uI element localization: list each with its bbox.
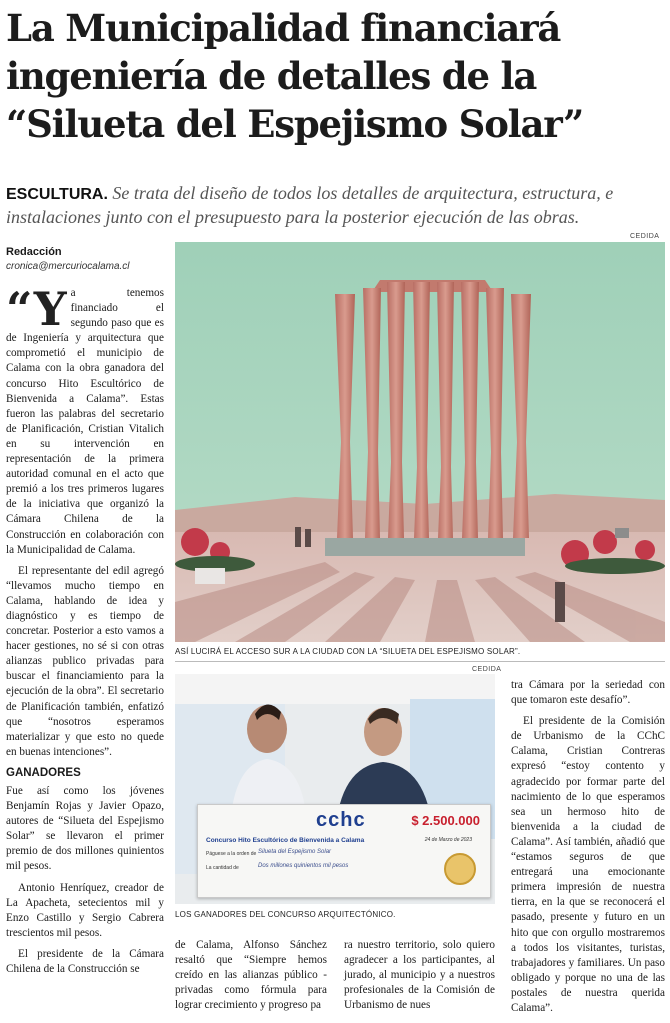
photo1-credit: CEDIDA [630, 233, 660, 240]
paragraph-3: Fue así como los jóvenes Benjamín Rojas y Javier Opazo, autores de “Silueta del Espejismo Solar” se llevaron el primer premio de dos millones quinientos mil pesos. [6, 785, 164, 873]
paragraph-4: Antonio Henríquez, creador de La Apacheta, setecientos mil y Enzo Castillo y Sergio Cabrera trescientos mil pesos. [6, 881, 164, 939]
sculpture-illustration [175, 242, 665, 642]
check-title: Concurso Hito Escultórico de Bienvenida a Calama [206, 837, 365, 844]
check-seal [444, 853, 476, 885]
winners-photo [175, 674, 495, 904]
photo2-caption: LOS GANADORES DEL CONCURSO ARQUITECTÓNICO. [175, 910, 396, 919]
sculpture-photo [175, 242, 665, 642]
check-words: Dos millones quinientos mil pesos [258, 863, 349, 869]
byline [6, 246, 166, 272]
check-date: 24 de Marzo de 2023 [424, 837, 472, 843]
check-words-label: La cantidad de [206, 865, 239, 871]
check-payee-label: Páguese a la orden de [206, 851, 257, 857]
column-4 [511, 678, 665, 1022]
byline-email: cronica@mercuriocalama.cl [6, 261, 130, 272]
dropcap: “Y [6, 282, 67, 336]
check-logo: cchc [316, 809, 366, 831]
prize-check [197, 804, 491, 898]
photo2-credit: CEDIDA [472, 666, 502, 673]
paragraph-7: ra nuestro territorio, solo quiero agradecer a los participantes, al jurado, al municipio y a nuestros profesionales de la Comisión de Urbanismo de nues [344, 939, 495, 1012]
check-amount: $ 2.500.000 [411, 813, 480, 828]
paragraph-2: El representante del edil agregó “llevamos mucho tiempo en Calama, hablando de idea y diagnóstico y es tiempo de concretar. Posterior a esto vamos a hacer gestiones, no sé si con otras alianzas publico privadas para buscar el financiamiento para la ejecución de la obra”. El secretario de Planificación también, enfatizó que “nosotros esperamos materializar y que esto no quede en buenas intenciones”. [6, 564, 164, 758]
photo1-caption: ASÍ LUCIRÁ EL ACCESO SUR A LA CIUDAD CON LA “SILUETA DEL ESPEJISMO SOLAR”. [175, 647, 521, 656]
column-3 [344, 938, 495, 1019]
divider [175, 661, 665, 662]
headline: La Municipalidad financiará ingeniería de detalles de la “Silueta del Espejismo Solar” [6, 6, 584, 146]
paragraph-8: tra Cámara por la seriedad con que tomaron este desafío”. [511, 679, 665, 707]
byline-name: Redacción [6, 246, 62, 258]
deck [6, 182, 666, 228]
paragraph-6: de Calama, Alfonso Sánchez resaltó que “Siempre hemos creído en las alianzas público - privadas como fórmula para lograr crecimiento y progreso pa [175, 939, 327, 1012]
paragraph-9: El presidente de la Comisión de Urbanismo de la CChC Calama, Cristian Contreras expresó “estoy contento y agradecido por formar parte del nacimiento de lo que esperamos sea un hermoso hito de bienvenida a la ciudad de Calama”. Así también, añadió que “estamos seguros de que entregará una emocionante primera impresión de nuestra tierra, en la que se reconocerá el pasado, presente y futuro en un hito que con orgullo mostraremos a todos los visitantes, turistas, trabajadores y familiares. Un paso obligado y porque no una de las postales de nuestra querida Calama”. [511, 715, 665, 1014]
deck-kicker: ESCULTURA. [6, 186, 108, 203]
column-1 [6, 282, 164, 983]
paragraph-5: El presidente de la Cámara Chilena de la Construcción se [6, 947, 164, 976]
check-payee: Silueta del Espejismo Solar [258, 849, 332, 855]
paragraph-1: “Y a tenemos financiado el segundo paso que es de Ingeniería y arquitectura que comprometió el municipio de Calama con la obra ganadora del concurso Hito Escultórico de Bienvenida a Calama”. Estas fueron las palabras del secretario de Planificación, Cristian Vitalich en su intervención en representación de la primera autoridad comunal en el acto que premió a los tres primeros lugares de la iniciativa que organizó la Cámara Chilena de la Construcción en colaboración con la Municipalidad de Calama. [6, 282, 164, 556]
column-2 [175, 938, 327, 1019]
deck-text: Se trata del diseño de todos los detalles de arquitectura, estructura, e instalaciones junto con el presupuesto para la posterior ejecución de las obras. [6, 183, 614, 227]
subhead-ganadores: GANADORES [6, 766, 81, 779]
